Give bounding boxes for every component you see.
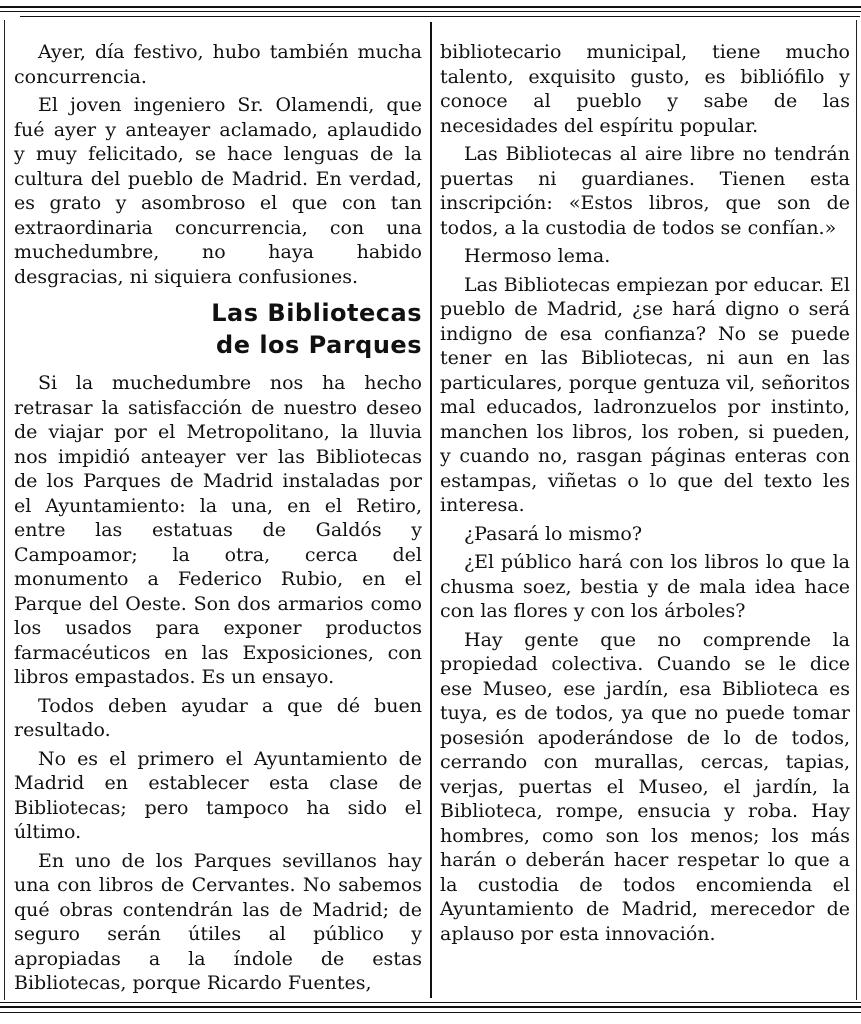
article-heading xyxy=(14,297,422,361)
right-paragraph-2: Las Bibliotecas al aire libre no tendrán puertas ni guardianes. Tienen esta inscripción: «Estos libros, que son de todos, a la custodia de todos se confían.» xyxy=(440,143,850,239)
heading-line-2: de los Parques xyxy=(216,331,422,359)
right-paragraph-4: Las Bibliotecas empiezan por educar. El pueblo de Madrid, ¿se hará digno o será indigno de esa confianza? No se puede tener en las Bibliotecas, ni aun en las particulares, porque gentuza vil, señoritos mal educados, ladronzuelos por instinto, manchen los libros, los roben, si pueden, y cuando no, rasgan páginas enteras con estampas, viñetas o lo que del texto les interesa. xyxy=(440,273,850,516)
bottom-rule-lower xyxy=(0,1012,861,1013)
right-border xyxy=(856,20,857,1000)
left-paragraph-2: El joven ingeniero Sr. Olamendi, que fué ayer y anteayer aclamado, aplaudido y muy felicitado, se hace lenguas de la cultura del pueblo de Madrid. En verdad, es grato y asombroso el que con tan extraordinaria concurrencia, con una muchedumbre, no haya habido desgracias, ni siquiera confusiones. xyxy=(14,94,422,288)
left-column xyxy=(14,40,422,996)
left-paragraph-3: Si la muchedumbre nos ha hecho retrasar la satisfacción de nuestro deseo de viajar por el Metropolitano, la lluvia nos impidió anteayer ver las Bibliotecas de los Parques de Madrid instaladas por el Ayuntamiento: la una, en el Retiro, entre las estatuas de Galdós y Campoamor; la otra, cerca del monumento a Federico Rubio, en el Parque del Oeste. Son dos armarios como los usados para exponer productos farmacéuticos en las Exposiciones, con libros empastados. Es un ensayo. xyxy=(14,372,422,688)
left-paragraph-4: Todos deben ayudar a que dé buen resultado. xyxy=(14,694,422,741)
top-rule xyxy=(0,6,861,8)
bottom-rule xyxy=(0,1006,861,1008)
top-rule-thin xyxy=(0,11,861,12)
left-border xyxy=(4,20,5,1000)
right-paragraph-7: Hay gente que no comprende la propiedad colectiva. Cuando se le dice ese Museo, ese jardín, esa Biblioteca es tuya, es de todos, ya que no puede tomar posesión apoderándose de lo de todos, cerrando con murallas, cercas, tapias, verjas, puertas el Museo, el jardín, la Biblioteca, rompe, ensucia y roba. Hay hombres, como son los menos; los más harán o deberán hacer respetar lo que a la custodia de todos encomienda el Ayuntamiento de Madrid, merecedor de aplauso por esta innovación. xyxy=(440,628,850,945)
heading-line-1: Las Bibliotecas xyxy=(211,299,422,327)
left-paragraph-6: En uno de los Parques sevillanos hay una con libros de Cervantes. No sabemos qué obras contendrán las de Madrid; de seguro serán útiles al público y apropiadas a la índole de estas Bibliotecas, porque Ricardo Fuentes, xyxy=(14,849,422,994)
right-paragraph-3: Hermoso lema. xyxy=(464,245,611,267)
left-paragraph-5: No es el primero el Ayuntamiento de Madrid en establecer esta clase de Bibliotecas; pero tampoco ha sido el último. xyxy=(14,747,422,843)
right-paragraph-6: ¿El público hará con los libros lo que la chusma soez, bestia y de mala idea hace con las flores y con los árboles? xyxy=(440,551,850,622)
right-paragraph-1: bibliotecario municipal, tiene mucho talento, exquisito gusto, es bibliófilo y conoce al pueblo y sabe de las necesidades del espíritu popular. xyxy=(440,41,850,137)
top-rule-inner xyxy=(20,16,860,17)
bottom-rule-thin xyxy=(0,1002,861,1003)
right-paragraph-5: ¿Pasará lo mismo? xyxy=(464,522,643,545)
left-paragraph-1: Ayer, día festivo, hubo también mucha concurrencia. xyxy=(14,41,422,88)
right-column xyxy=(440,40,850,946)
column-divider xyxy=(430,22,432,998)
